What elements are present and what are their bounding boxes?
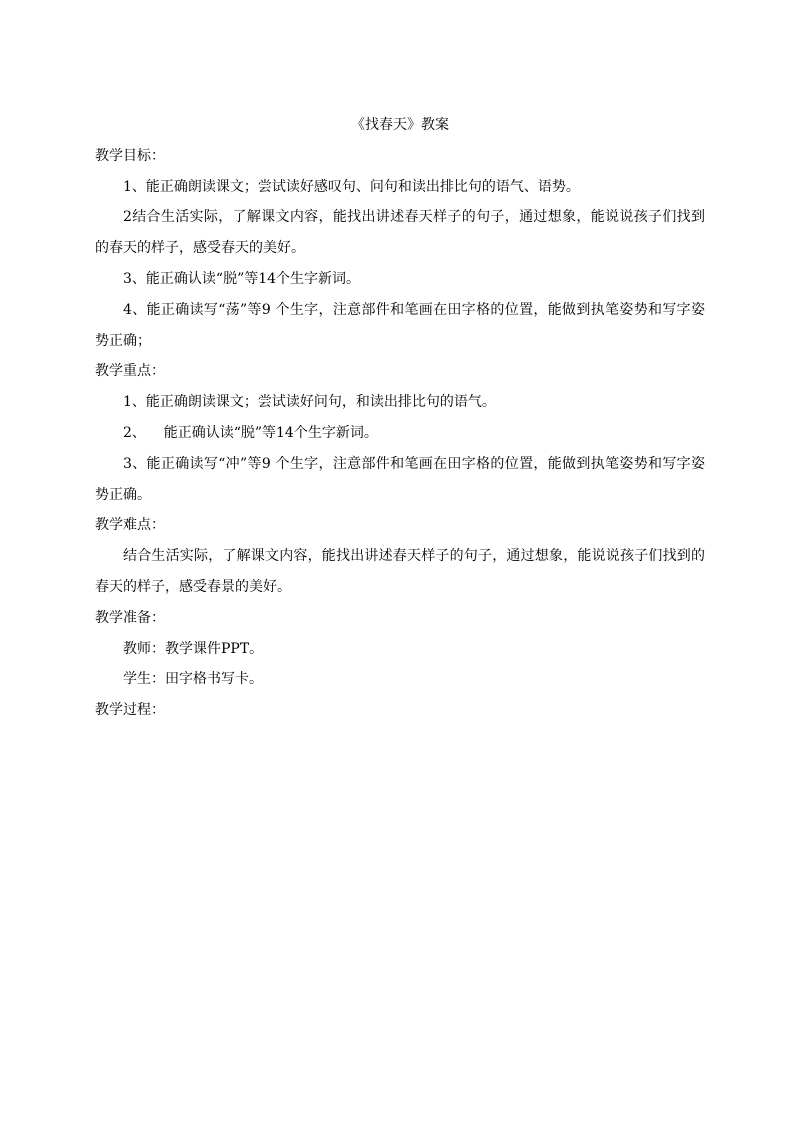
goal-item-1: 1、能正确朗读课文；尝试读好感叹句、问句和读出排比句的语气、语势。: [123, 178, 580, 195]
key-point-item-2: 2、 能正确认读“脱”等14个生字新词。: [123, 424, 378, 441]
key-point-item-3: 3、能正确读写“冲”等9 个生字，注意部件和笔画在田字格的位置，能做到执笔姿势和写字姿势正确。: [95, 455, 705, 503]
difficulty-item-1: 结合生活实际，了解课文内容，能找出讲述春天样子的句子，通过想象，能说说孩子们找到的春天的样子，感受春景的美好。: [95, 548, 705, 595]
preparation-item-teacher: 教师：教学课件PPT。: [123, 640, 264, 657]
lesson-plan-body: [95, 110, 705, 726]
heading-key-points: 教学重点：: [95, 363, 165, 380]
goal-item-4: 4、能正确读写“荡”等9 个生字，注意部件和笔画在田字格的位置，能做到执笔姿势和写字姿势正确；: [95, 301, 705, 349]
heading-difficulties: 教学难点：: [95, 517, 165, 534]
goal-item-3: 3、能正确认读“脱”等14个生字新词。: [123, 270, 361, 287]
heading-preparation: 教学准备：: [95, 609, 165, 626]
key-point-item-1: 1、能正确朗读课文；尝试读好问句，和读出排比句的语气。: [123, 394, 496, 411]
heading-teaching-goals: 教学目标：: [95, 147, 165, 164]
document-title: 《找春天》教案: [351, 117, 449, 133]
heading-teaching-process: 教学过程：: [95, 702, 165, 719]
goal-item-2: 2结合生活实际，了解课文内容，能找出讲述春天样子的句子，通过想象，能说说孩子们找到的春天的样子，感受春天的美好。: [95, 209, 705, 257]
preparation-item-student: 学生：田字格书写卡。: [123, 671, 263, 688]
